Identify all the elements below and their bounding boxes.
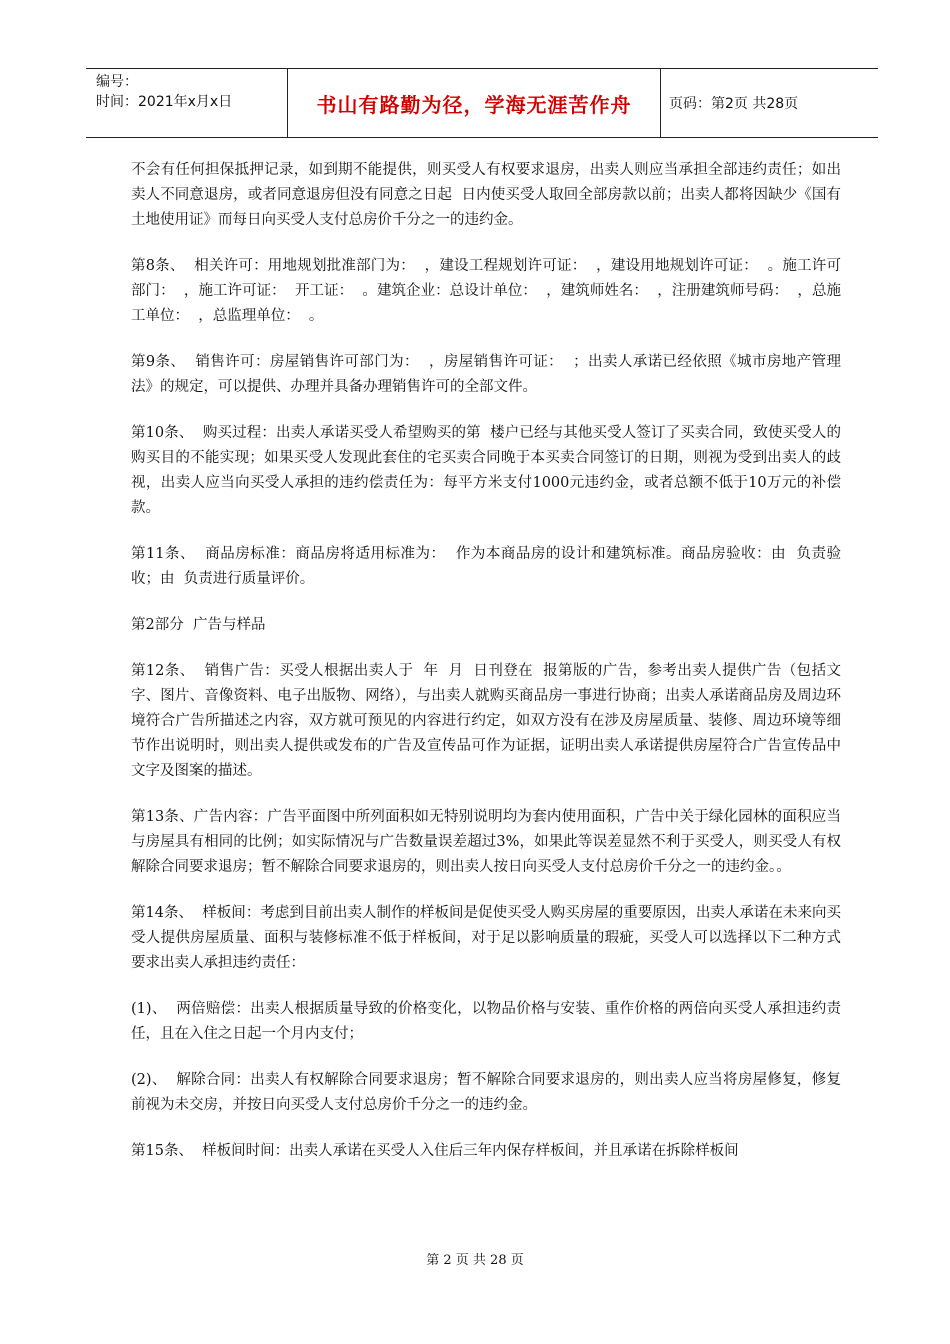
footer-page-number: 第 2 页 共 28 页 [426,1253,524,1268]
paragraph-article-14: 第14条、 样板间：考虑到目前出卖人制作的样板间是促使买受人购买房屋的重要原因，出卖人承诺在未来向买受人提供房屋质量、面积与装修标准不低于样板间，对于足以影响质量的瑕疵，买受人可以选择以下二种方式要求出卖人承担违约责任： [131,905,841,971]
paragraph-item-1: (1)、 两倍赔偿：出卖人根据质量导致的价格变化，以物品价格与安装、重作价格的两倍向买受人承担违约责任，且在入住之日起一个月内支付； [131,1001,841,1042]
paragraph-article-15: 第15条、 样板间时间：出卖人承诺在买受人入住后三年内保存样板间，并且承诺在拆除样板间 [131,1143,739,1159]
paragraph-article-12: 第12条、 销售广告：买受人根据出卖人于 年 月 日刊登在 报第版的广告，参考出卖人提供广告（包括文字、图片、音像资料、电子出版物、网络），与出卖人就购买商品房一事进行协商；出卖人承诺商品房及周边环境符合广告所描述之内容，双方就可预见的内容进行约定，如双方没有在涉及房屋质量、装修、周边环境等细节作出说明时，则出卖人提供或发布的广告及宣传品可作为证据，证明出卖人承诺提供房屋符合广告宣传品中文字及图案的描述。 [131,663,841,779]
paragraph-article-13: 第13条、广告内容：广告平面图中所列面积如无特别说明均为套内使用面积，广告中关于绿化园林的面积应当与房屋具有相同的比例；如实际情况与广告数量误差超过3%，如果此等误差显然不利于买受人，则买受人有权解除合同要求退房；暂不解除合同要求退房的，则出卖人按日向买受人支付总房价千分之一的违约金。。 [131,809,841,875]
section-heading-part-2: 第2部分 广告与样品 [131,617,266,633]
document-number-label: 编号： [96,74,138,90]
paragraph-article-11: 第11条、 商品房标准：商品房将适用标准为： 作为本商品房的设计和建筑标准。商品房验收：由 负责验收；由 负责进行质量评价。 [131,546,841,587]
header-table [86,68,878,138]
page-footer [0,1249,950,1268]
header-meta-cell [86,69,288,137]
paragraph-item-2: (2)、 解除合同：出卖人有权解除合同要求退房；暂不解除合同要求退房的，则出卖人应当将房屋修复，修复前视为未交房，并按日向买受人支付总房价千分之一的违约金。 [131,1072,841,1113]
paragraph-article-9: 第9条、 销售许可：房屋销售许可部门为： ，房屋销售许可证： ；出卖人承诺已经依照《城市房地产管理法》的规定，可以提供、办理并具备办理销售许可的全部文件。 [131,354,841,395]
header-page-info: 页码：第2页 共28页 [669,96,799,112]
header-page-cell [661,69,878,137]
document-body [131,158,841,1185]
paragraph-article-10: 第10条、 购买过程：出卖人承诺买受人希望购买的第 楼户已经与其他买受人签订了买卖合同，致使买受人的购买目的不能实现；如果买受人发现此套住的宅买卖合同晚于本买卖合同签订的日期，则视为受到出卖人的歧视，出卖人应当向买受人承担的违约偿责任为：每平方米支付1000元违约金，或者总额不低于10万元的补偿款。 [131,425,841,516]
paragraph-continuation: 不会有任何担保抵押记录，如到期不能提供，则买受人有权要求退房，出卖人则应当承担全部违约责任；如出卖人不同意退房，或者同意退房但没有同意之日起 日内使买受人取回全部房款以前；出卖人都将因缺少《国有土地使用证》而每日向买受人支付总房价千分之一的违约金。 [131,162,841,228]
header-motto: 书山有路勤为径，学海无涯苦作舟 [316,92,632,117]
paragraph-article-8: 第8条、 相关许可：用地规划批准部门为： ，建设工程规划许可证： ，建设用地规划许可证： 。施工许可部门： ，施工许可证： 开工证： 。建筑企业：总设计单位： ，建筑师姓名： ，注册建筑师号码： ，总施工单位： ，总监理单位： 。 [131,258,841,324]
document-time-label: 时间：2021年x月x日 [96,94,233,110]
header-motto-cell [288,69,661,137]
